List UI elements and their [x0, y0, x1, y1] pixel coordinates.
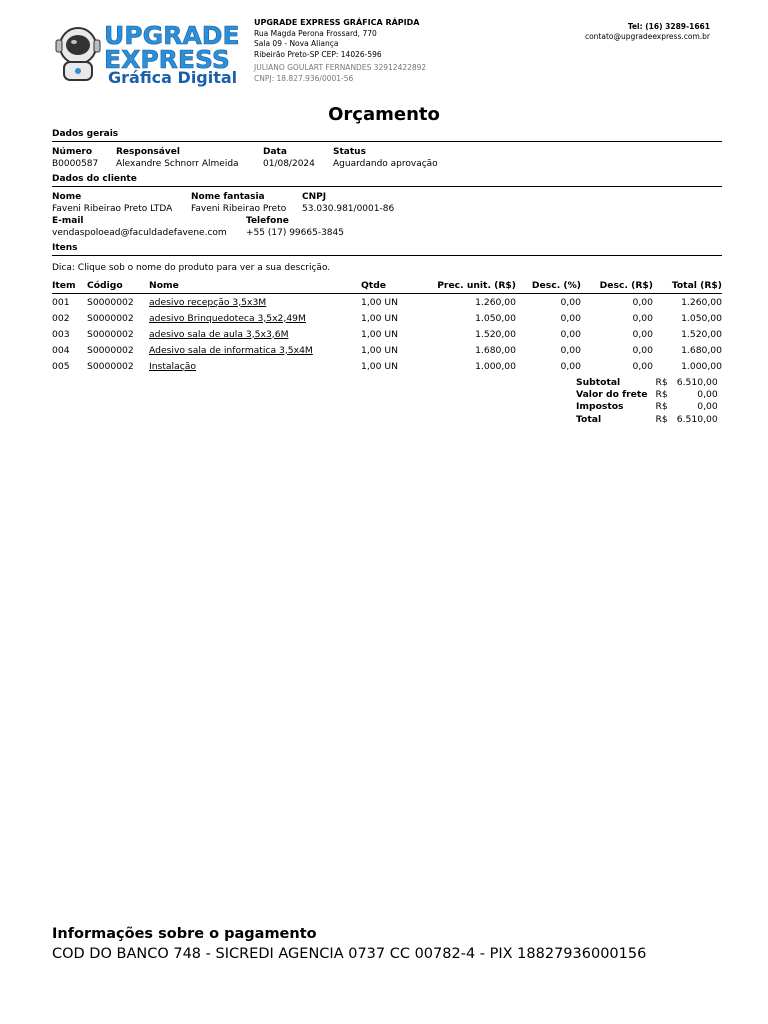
- items-table: [52, 279, 722, 374]
- client-name-label: Nome: [52, 192, 82, 202]
- item-product-link[interactable]: Instalação: [149, 360, 197, 372]
- impostos-value: 0,00: [697, 401, 718, 413]
- item-total: 1.260,00: [681, 296, 722, 308]
- frete-currency: R$: [655, 389, 668, 401]
- item-product-link[interactable]: Adesivo sala de informatica 3,5x4M: [149, 344, 313, 356]
- client-phone-label: Telefone: [246, 216, 289, 226]
- item-code: S0000002: [87, 296, 134, 308]
- client-cnpj-label: CNPJ: [302, 192, 327, 202]
- subtotal-value: 6.510,00: [676, 376, 718, 388]
- col-codigo: Código: [87, 279, 149, 294]
- totals-row-subtotal: [576, 376, 718, 388]
- item-code: S0000002: [87, 344, 134, 356]
- page-title: Orçamento: [328, 104, 440, 125]
- client-email-label: E-mail: [52, 216, 84, 226]
- company-info: [254, 18, 426, 84]
- responsavel-value: Alexandre Schnorr Almeida: [116, 159, 239, 169]
- item-number: 003: [52, 328, 70, 340]
- section-general: Dados gerais: [52, 129, 722, 142]
- item-discount-pct: 0,00: [560, 296, 581, 308]
- client-name-value: Faveni Ribeirao Preto LTDA: [52, 204, 173, 214]
- items-hint: Dica: Clique sob o nome do produto para ver a sua descrição.: [52, 263, 331, 273]
- company-phone: Tel: (16) 3289-1661: [627, 22, 710, 31]
- responsavel-label: Responsável: [116, 147, 180, 157]
- item-qty: 1,00 UN: [361, 312, 398, 324]
- table-header-row: [52, 279, 722, 294]
- client-email-value: vendaspoloead@faculdadefavene.com: [52, 228, 227, 238]
- item-number: 005: [52, 360, 70, 372]
- impostos-label: Impostos: [576, 401, 624, 413]
- total-value: 6.510,00: [676, 413, 718, 425]
- company-owner: JULIANO GOULART FERNANDES 32912422892: [254, 63, 427, 72]
- subtotal-label: Subtotal: [576, 376, 621, 388]
- subtotal-currency: R$: [655, 376, 668, 388]
- payment-heading: Informações sobre o pagamento: [52, 926, 317, 942]
- item-unit-price: 1.520,00: [475, 328, 516, 340]
- item-total: 1.520,00: [681, 328, 722, 340]
- item-qty: 1,00 UN: [361, 296, 398, 308]
- table-row: [52, 342, 722, 358]
- status-value: Aguardando aprovação: [333, 159, 438, 169]
- impostos-currency: R$: [655, 401, 668, 413]
- company-name: UPGRADE EXPRESS GRÁFICA RÁPIDA: [254, 18, 420, 27]
- item-discount-pct: 0,00: [560, 312, 581, 324]
- table-row: [52, 294, 722, 311]
- item-number: 004: [52, 344, 70, 356]
- col-prec-unit: Prec. unit. (R$): [421, 279, 516, 294]
- data-value: 01/08/2024: [263, 159, 315, 169]
- company-address-3: Ribeirão Preto-SP CEP: 14026-596: [254, 49, 382, 59]
- item-unit-price: 1.680,00: [475, 344, 516, 356]
- astronaut-icon: [56, 28, 100, 80]
- company-contact: [585, 22, 710, 42]
- company-cnpj: CNPJ: 18.827.936/0001-56: [254, 73, 354, 83]
- item-discount-pct: 0,00: [560, 328, 581, 340]
- company-address-1: Rua Magda Perona Frossard, 770: [254, 28, 377, 38]
- logo-word-2: EXPRESS: [104, 45, 230, 74]
- frete-value: 0,00: [697, 389, 718, 401]
- totals-row-frete: [576, 388, 718, 400]
- item-discount-pct: 0,00: [560, 344, 581, 356]
- item-number: 001: [52, 296, 70, 308]
- item-unit-price: 1.000,00: [475, 360, 516, 372]
- client-phone-value: +55 (17) 99665-3845: [246, 228, 344, 238]
- company-email: contato@upgradeexpress.com.br: [584, 32, 710, 41]
- item-unit-price: 1.260,00: [475, 296, 516, 308]
- company-logo: [52, 16, 248, 88]
- item-discount-value: 0,00: [632, 312, 653, 324]
- data-label: Data: [263, 147, 287, 157]
- col-desc-rs: Desc. (R$): [581, 279, 653, 294]
- item-code: S0000002: [87, 328, 134, 340]
- item-discount-value: 0,00: [632, 344, 653, 356]
- section-client: Dados do cliente: [52, 174, 722, 187]
- item-qty: 1,00 UN: [361, 344, 398, 356]
- item-number: 002: [52, 312, 70, 324]
- company-address-2: Sala 09 - Nova Aliança: [254, 39, 339, 48]
- item-total: 1.000,00: [681, 360, 722, 372]
- totals-row-total: [576, 413, 718, 425]
- payment-details: COD DO BANCO 748 - SICREDI AGENCIA 0737 CC 00782-4 - PIX 18827936000156: [52, 946, 647, 962]
- item-product-link[interactable]: adesivo Brinquedoteca 3,5x2,49M: [149, 312, 306, 324]
- totals-table: [576, 376, 718, 426]
- item-product-link[interactable]: adesivo sala de aula 3,5x3,6M: [149, 328, 289, 340]
- client-fantasia-value: Faveni Ribeirao Preto: [191, 204, 287, 214]
- status-label: Status: [333, 147, 366, 157]
- col-total: Total (R$): [653, 279, 722, 294]
- item-unit-price: 1.050,00: [475, 312, 516, 324]
- item-total: 1.050,00: [681, 312, 722, 324]
- section-items: Itens: [52, 243, 722, 256]
- total-label: Total: [576, 413, 602, 425]
- total-currency: R$: [655, 413, 668, 425]
- table-row: [52, 358, 722, 374]
- col-nome: Nome: [149, 279, 361, 294]
- logo-word-3: Gráfica Digital: [108, 68, 238, 87]
- item-discount-pct: 0,00: [560, 360, 581, 372]
- numero-value: B0000587: [52, 159, 99, 169]
- col-desc-pct: Desc. (%): [516, 279, 581, 294]
- item-qty: 1,00 UN: [361, 328, 398, 340]
- logo-word-1: UPGRADE: [104, 21, 240, 50]
- item-code: S0000002: [87, 360, 134, 372]
- client-fantasia-label: Nome fantasia: [191, 192, 265, 202]
- item-product-link[interactable]: adesivo recepção 3,5x3M: [149, 296, 267, 308]
- col-qtde: Qtde: [361, 279, 421, 294]
- item-discount-value: 0,00: [632, 328, 653, 340]
- item-code: S0000002: [87, 312, 134, 324]
- col-item: Item: [52, 279, 87, 294]
- totals-row-impostos: [576, 401, 718, 413]
- numero-label: Número: [52, 147, 93, 157]
- item-total: 1.680,00: [681, 344, 722, 356]
- item-discount-value: 0,00: [632, 360, 653, 372]
- table-row: [52, 326, 722, 342]
- item-discount-value: 0,00: [632, 296, 653, 308]
- frete-label: Valor do frete: [576, 389, 648, 401]
- item-qty: 1,00 UN: [361, 360, 398, 372]
- table-row: [52, 310, 722, 326]
- client-cnpj-value: 53.030.981/0001-86: [302, 204, 395, 214]
